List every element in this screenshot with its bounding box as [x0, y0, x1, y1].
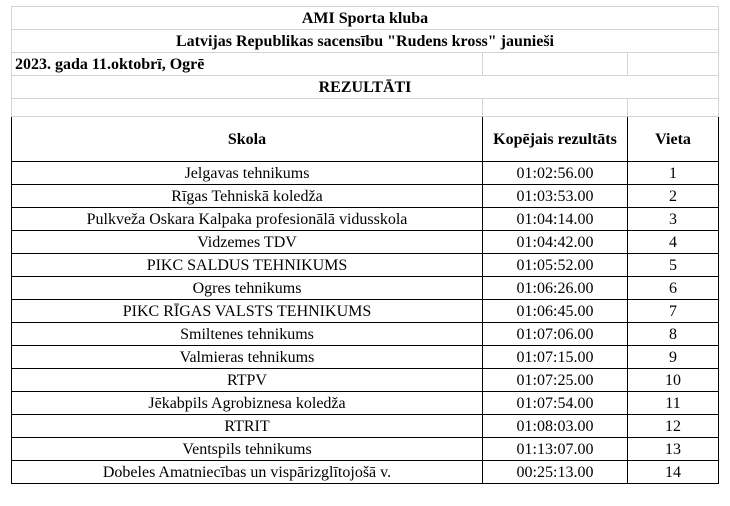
results-table — [11, 6, 719, 484]
table-row — [12, 300, 719, 323]
place-cell: 6 — [628, 277, 719, 300]
table-row — [12, 369, 719, 392]
place-cell: 13 — [628, 438, 719, 461]
school-cell: Ventspils tehnikums — [12, 438, 483, 461]
table-row — [12, 346, 719, 369]
column-header-total: Kopējais rezultāts — [483, 117, 628, 162]
school-cell: PIKC SALDUS TEHNIKUMS — [12, 254, 483, 277]
place-cell: 9 — [628, 346, 719, 369]
school-cell: Valmieras tehnikums — [12, 346, 483, 369]
empty-cell — [483, 53, 628, 76]
school-cell: Vidzemes TDV — [12, 231, 483, 254]
column-header-school: Skola — [12, 117, 483, 162]
empty-cell — [483, 99, 628, 117]
school-cell: RTRIT — [12, 415, 483, 438]
table-row — [12, 231, 719, 254]
school-cell: Pulkveža Oskara Kalpaka profesionālā vidusskola — [12, 208, 483, 231]
total-cell: 01:02:56.00 — [483, 162, 628, 185]
total-cell: 01:07:25.00 — [483, 369, 628, 392]
total-cell: 00:25:13.00 — [483, 461, 628, 484]
competition-row — [12, 30, 719, 53]
place-cell: 14 — [628, 461, 719, 484]
empty-cell — [12, 99, 483, 117]
total-cell: 01:07:06.00 — [483, 323, 628, 346]
table-row — [12, 415, 719, 438]
place-cell: 10 — [628, 369, 719, 392]
column-header-place: Vieta — [628, 117, 719, 162]
total-cell: 01:07:15.00 — [483, 346, 628, 369]
table-row — [12, 277, 719, 300]
total-cell: 01:03:53.00 — [483, 185, 628, 208]
total-cell: 01:07:54.00 — [483, 392, 628, 415]
school-cell: PIKC RĪGAS VALSTS TEHNIKUMS — [12, 300, 483, 323]
school-cell: Dobeles Amatniecības un vispārizglītojošā v. — [12, 461, 483, 484]
place-cell: 11 — [628, 392, 719, 415]
table-row — [12, 208, 719, 231]
school-cell: Ogres tehnikums — [12, 277, 483, 300]
total-cell: 01:06:26.00 — [483, 277, 628, 300]
school-cell: Smiltenes tehnikums — [12, 323, 483, 346]
place-cell: 5 — [628, 254, 719, 277]
section-row — [12, 76, 719, 99]
club-row — [12, 7, 719, 30]
spacer-row — [12, 99, 719, 117]
table-row — [12, 162, 719, 185]
date-row — [12, 53, 719, 76]
empty-cell — [628, 53, 719, 76]
table-row — [12, 185, 719, 208]
table-row — [12, 461, 719, 484]
club-title: AMI Sporta kluba — [12, 7, 719, 30]
school-cell: Rīgas Tehniskā koledža — [12, 185, 483, 208]
competition-title: Latvijas Republikas sacensību "Rudens kross" jaunieši — [12, 30, 719, 53]
place-cell: 8 — [628, 323, 719, 346]
section-title: REZULTĀTI — [12, 76, 719, 99]
table-row — [12, 254, 719, 277]
place-cell: 12 — [628, 415, 719, 438]
place-cell: 7 — [628, 300, 719, 323]
place-cell: 1 — [628, 162, 719, 185]
total-cell: 01:04:14.00 — [483, 208, 628, 231]
school-cell: RTPV — [12, 369, 483, 392]
total-cell: 01:06:45.00 — [483, 300, 628, 323]
total-cell: 01:04:42.00 — [483, 231, 628, 254]
place-cell: 2 — [628, 185, 719, 208]
total-cell: 01:13:07.00 — [483, 438, 628, 461]
total-cell: 01:05:52.00 — [483, 254, 628, 277]
place-cell: 3 — [628, 208, 719, 231]
date-place: 2023. gada 11.oktobrī, Ogrē — [12, 53, 483, 76]
empty-cell — [628, 99, 719, 117]
school-cell: Jēkabpils Agrobiznesa koledža — [12, 392, 483, 415]
column-header-row — [12, 117, 719, 162]
table-row — [12, 392, 719, 415]
place-cell: 4 — [628, 231, 719, 254]
table-row — [12, 323, 719, 346]
total-cell: 01:08:03.00 — [483, 415, 628, 438]
table-row — [12, 438, 719, 461]
result-rows — [12, 162, 719, 484]
school-cell: Jelgavas tehnikums — [12, 162, 483, 185]
